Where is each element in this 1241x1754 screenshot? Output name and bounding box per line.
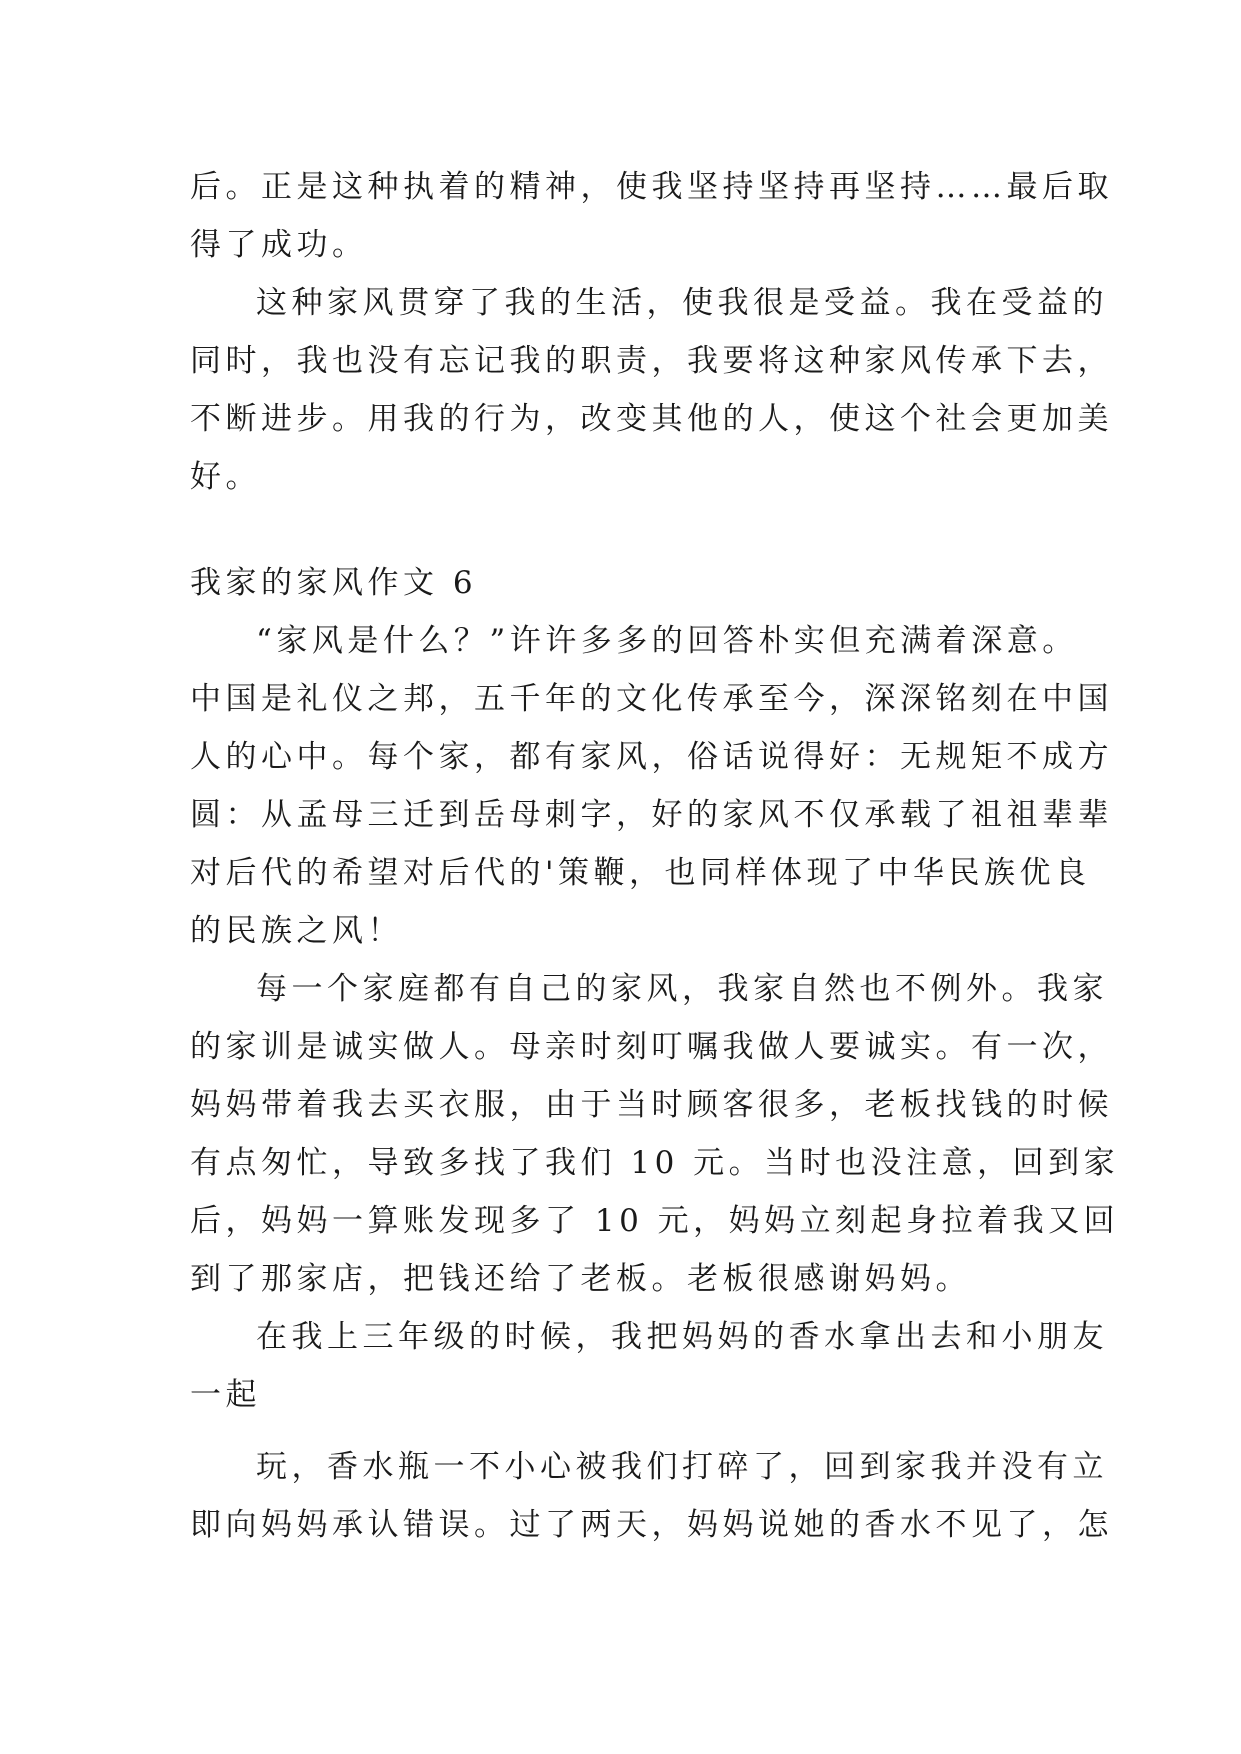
text-line: 玩，香水瓶一不小心被我们打碎了，回到家我并没有立 <box>256 1449 1108 1485</box>
text-line: 有点匆忙，导致多找了我们 10 元。当时也没注意，回到家 <box>190 1145 1120 1181</box>
text-line: 即向妈妈承认错误。过了两天，妈妈说她的香水不见了，怎 <box>190 1507 1113 1543</box>
text-line: 这种家风贯穿了我的生活，使我很是受益。我在受益的 <box>256 285 1108 321</box>
document-page <box>190 158 1120 1554</box>
text-line: 后，妈妈一算账发现多了 10 元，妈妈立刻起身拉着我又回 <box>190 1203 1120 1239</box>
text-line: 中国是礼仪之邦，五千年的文化传承至今，深深铭刻在中国 <box>190 681 1113 717</box>
text-line: 妈妈带着我去买衣服，由于当时顾客很多，老板找钱的时候 <box>190 1087 1113 1123</box>
text-line: 不断进步。用我的行为，改变其他的人，使这个社会更加美 <box>190 401 1113 437</box>
text-line: 一起 <box>190 1377 261 1413</box>
text-line: 好。 <box>190 459 261 495</box>
text-line: 每一个家庭都有自己的家风，我家自然也不例外。我家 <box>256 971 1108 1007</box>
text-line: 在我上三年级的时候，我把妈妈的香水拿出去和小朋友 <box>256 1319 1108 1355</box>
section-title: 我家的家风作文 6 <box>190 565 478 601</box>
text-line: 的家训是诚实做人。母亲时刻叮嘱我做人要诚实。有一次， <box>190 1029 1113 1065</box>
text-line: 同时，我也没有忘记我的职责，我要将这种家风传承下去， <box>190 343 1113 379</box>
text-line: 后。正是这种执着的精神，使我坚持坚持再坚持……最后取 <box>190 169 1113 205</box>
text-line: 的民族之风！ <box>190 913 403 949</box>
text-line: 圆：从孟母三迁到岳母刺字，好的家风不仅承载了祖祖辈辈 <box>190 797 1113 833</box>
text-line: 到了那家店，把钱还给了老板。老板很感谢妈妈。 <box>190 1261 971 1297</box>
text-line: “家风是什么？”许许多多的回答朴实但充满着深意。 <box>256 623 1078 659</box>
text-line: 对后代的希望对后代的'策鞭，也同样体现了中华民族优良 <box>190 855 1091 891</box>
text-line: 得了成功。 <box>190 227 368 263</box>
text-line: 人的心中。每个家，都有家风，俗话说得好：无规矩不成方 <box>190 739 1113 775</box>
